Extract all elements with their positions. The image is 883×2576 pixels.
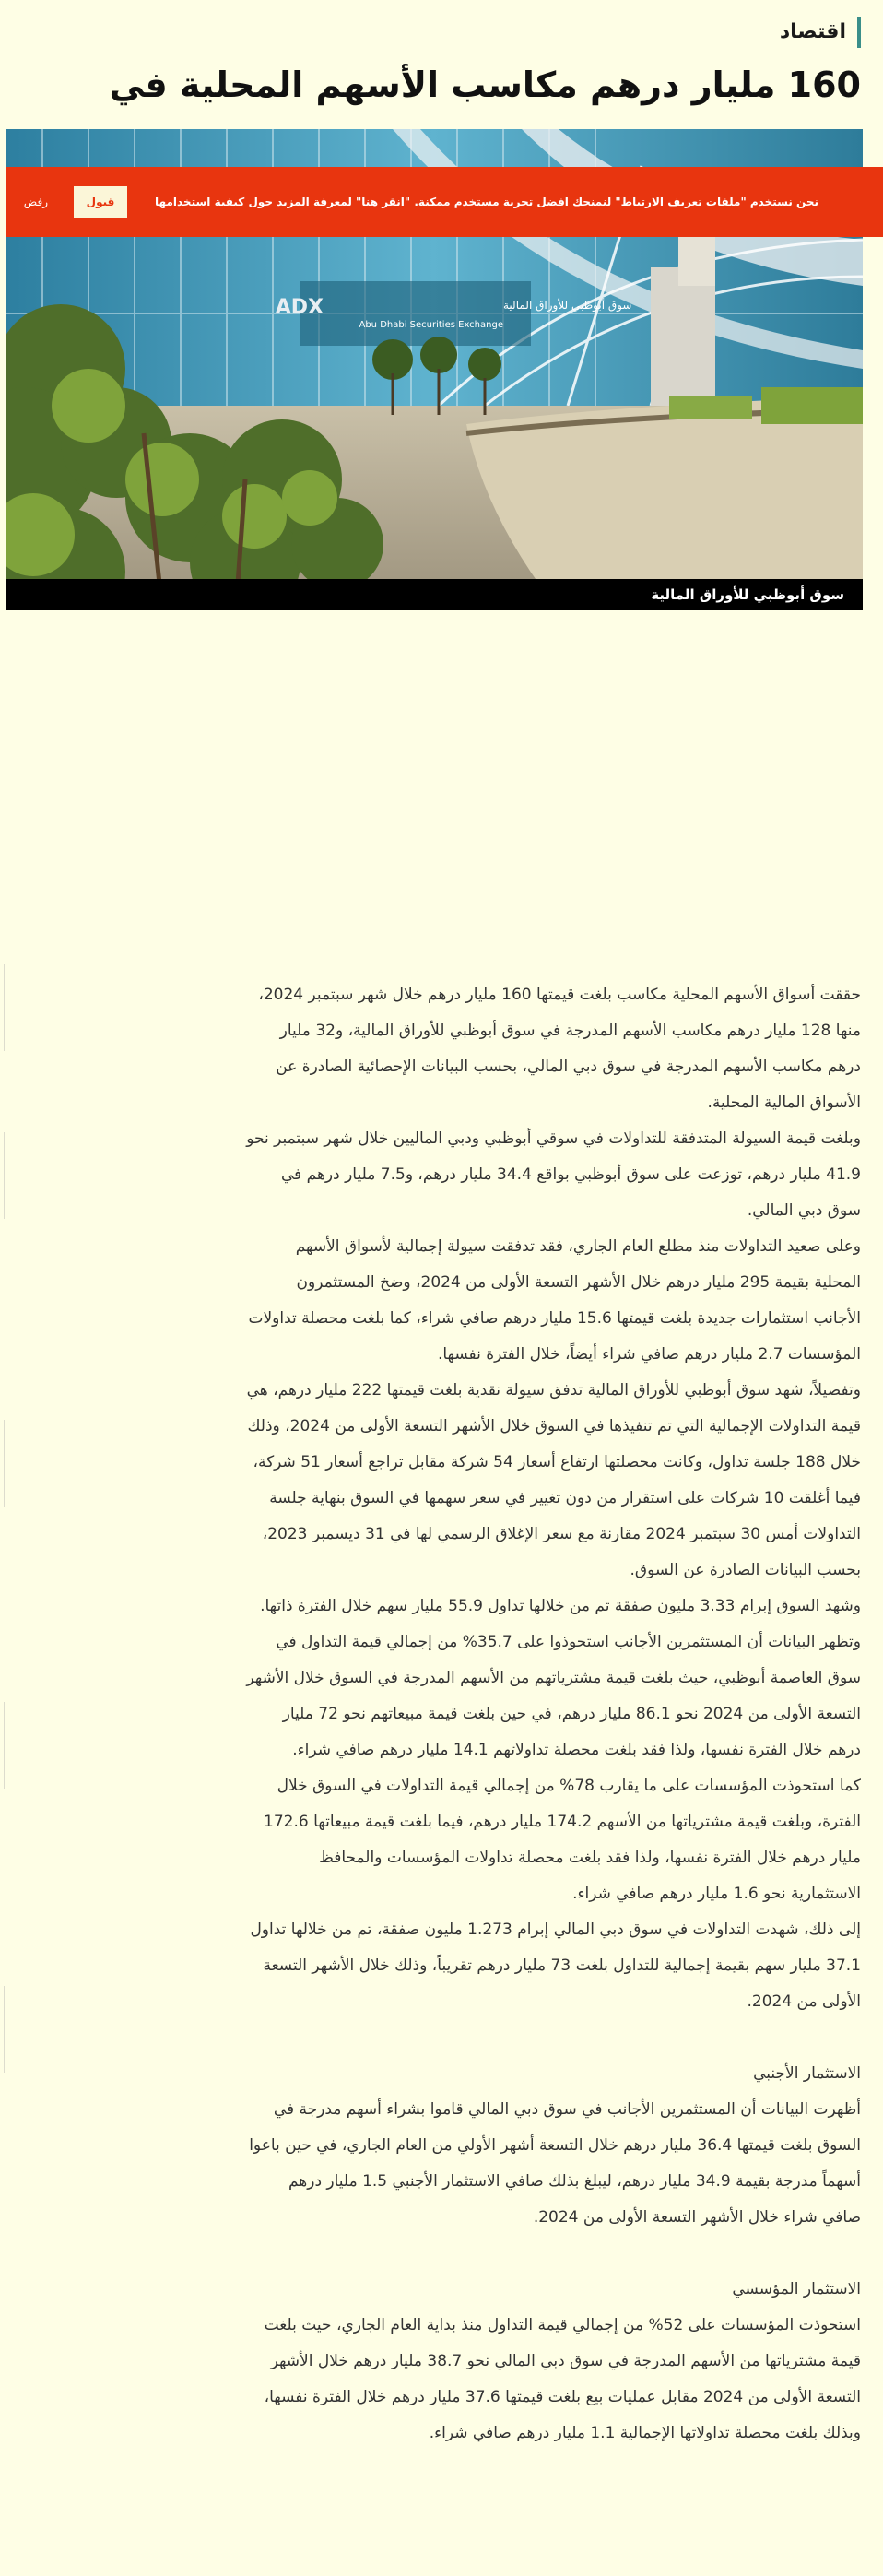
side-divider — [4, 1420, 5, 1507]
article-paragraph: استحوذت المؤسسات على 52% من إجمالي قيمة التداول منذ بداية العام الجاري، حيث بلغت قيمة مشترياتها من الأسهم المدرجة في سوق دبي المالي نحو 38.7 مليار درهم خلال الأشهر التسعة الأولى من 2024 مقابل عمليات بيع بلغت قيمتها 37.6 مليار درهم خلال الفترة نفسها، وبذلك بلغت محصلة تداولاتها الإجمالية 1.1 مليار درهم صافي شراء. — [264, 2316, 861, 2442]
side-divider — [4, 1986, 5, 2073]
article-paragraph: وشهد السوق إبرام 3.33 مليون صفقة تم من خلالها تداول 55.9 مليار سهم خلال الفترة ذاتها. — [260, 1597, 861, 1615]
ad-slot — [0, 610, 883, 961]
article-paragraph: كما استحوذت المؤسسات على ما يقارب 78% من إجمالي قيمة التداولات في السوق خلال الفترة، وبلغت قيمة مشترياتها من الأسهم 174.2 مليار درهم، فيما بلغت قيمة مبيعاتها 172.6 مليار درهم خلال الفترة نفسها، ولذا فقد بلغت محصلة تداولات المؤسسات والمحافظ الاستثمارية نحو 1.6 مليار درهم صافي شراء. — [264, 1777, 861, 1903]
cookie-reject-button[interactable]: رفض — [18, 195, 53, 209]
article-paragraph: وعلى صعيد التداولات منذ مطلع العام الجاري، فقد تدفقت سيولة إجمالية لأسواق الأسهم المحلية بقيمة 295 مليار درهم خلال الأشهر التسعة الأولى من 2024، وضخ المستثمرون الأجانب استثمارات جديدة بلغت قيمتها 15.6 مليار درهم صافي شراء، كما بلغت محصلة تداولات المؤسسات 2.7 مليار درهم صافي شراء أيضاً، خلال الفترة نفسها. — [248, 1237, 861, 1364]
article-paragraph: وتفصيلاً، شهد سوق أبوظبي للأوراق المالية تدفق سيولة نقدية بلغت قيمتها 222 مليار درهم، هي قيمة التداولات الإجمالية التي تم تنفيذها في السوق خلال الأشهر التسعة الأولى من 2024، وذلك خلال 188 جلسة تداول، وكانت محصلتها ارتفاع أسعار 54 شركة مقابل تراجع أسعار 51 شركة، فيما أغلقت 10 شركات على استقرار من دون تغيير في سعر سهمها في السوق بنهاية جلسة التداولات أمس 30 سبتمبر 2024 مقارنة مع سعر الإغلاق الرسمي لها في 31 ديسمبر 2023، بحسب البيانات الصادرة عن السوق. — [246, 1381, 861, 1579]
cookie-accept-button[interactable]: قبول — [74, 186, 127, 218]
side-divider — [4, 1702, 5, 1789]
subheading-institutional-investment: الاستثمار المؤسسي — [732, 2280, 861, 2298]
article-paragraph: حققت أسواق الأسهم المحلية مكاسب بلغت قيمتها 160 مليار درهم خلال شهر سبتمبر 2024، منها 128 مليار درهم مكاسب الأسهم المدرجة في سوق أبوظبي للأوراق المالية، و32 مليار درهم مكاسب الأسهم المدرجة في سوق دبي المالي، بحسب البيانات الإحصائية الصادرة عن الأسواق المالية المحلية. — [258, 986, 861, 1112]
section-tag[interactable]: اقتصاد — [780, 17, 861, 48]
article-body — [245, 977, 861, 2452]
side-divider — [4, 1132, 5, 1219]
cookie-message-start: نحن نستخدم "ملفات تعريف الارتباط" لنمنحك افضل تجربة مستخدم ممكنة. — [410, 195, 818, 208]
article-paragraph: وتظهر البيانات أن المستثمرين الأجانب استحوذوا على 35.7% من إجمالي قيمة التداول في سوق العاصمة أبوظبي، حيث بلغت قيمة مشترياتهم من الأسهم المدرجة في السوق خلال الأشهر التسعة الأولى من 2024 نحو 86.1 مليار درهم، في حين بلغت قيمة مبيعاتهم نحو 72 مليار درهم خلال الفترة نفسها، ولذا فقد بلغت محصلة تداولاتهم 14.1 مليار درهم صافي شراء. — [246, 1633, 861, 1759]
sign-english: Abu Dhabi Securities Exchange — [359, 320, 503, 330]
cookie-message — [155, 195, 818, 208]
cookie-learn-more-link[interactable]: "انقر هنا" — [356, 195, 411, 208]
cookie-message-end: لمعرفة المزيد حول كيفية استخدامها — [155, 195, 357, 208]
sign-logo: ADX — [275, 296, 324, 319]
cookie-banner — [6, 167, 883, 237]
side-divider — [4, 964, 5, 1051]
article-paragraph: أظهرت البيانات أن المستثمرين الأجانب في سوق دبي المالي قاموا بشراء أسهم مدرجة في السوق بلغت قيمتها 36.4 مليار درهم خلال التسعة أشهر الأولي من العام الجاري، في حين باعوا أسهماً مدرجة بقيمة 34.9 مليار درهم، ليبلغ بذلك صافي الاستثمار الأجنبي 1.5 مليار درهم صافي شراء خلال الأشهر التسعة الأولى من 2024. — [249, 2100, 861, 2227]
article-headline: 160 مليار درهم مكاسب الأسهم المحلية في — [109, 65, 861, 105]
subheading-foreign-investment: الاستثمار الأجنبي — [753, 2064, 861, 2083]
image-caption: سوق أبوظبي للأوراق المالية — [6, 579, 863, 610]
article-paragraph: وبلغت قيمة السيولة المتدفقة للتداولات في سوقي أبوظبي ودبي الماليين خلال شهر سبتمبر نحو 41.9 مليار درهم، توزعت على سوق أبوظبي بواقع 34.4 مليار درهم، و7.5 مليار درهم في سوق دبي المالي. — [246, 1129, 861, 1220]
article-paragraph: إلى ذلك، شهدت التداولات في سوق دبي المالي إبرام 1.273 مليون صفقة، تم من خلالها تداول 37.1 مليار سهم بقيمة إجمالية للتداول بلغت 73 مليار درهم تقريباً، وذلك خلال الأشهر التسعة الأولى من 2024. — [250, 1920, 861, 2011]
sign-arabic: سوق أبوظبي للأوراق المالية — [503, 299, 632, 312]
